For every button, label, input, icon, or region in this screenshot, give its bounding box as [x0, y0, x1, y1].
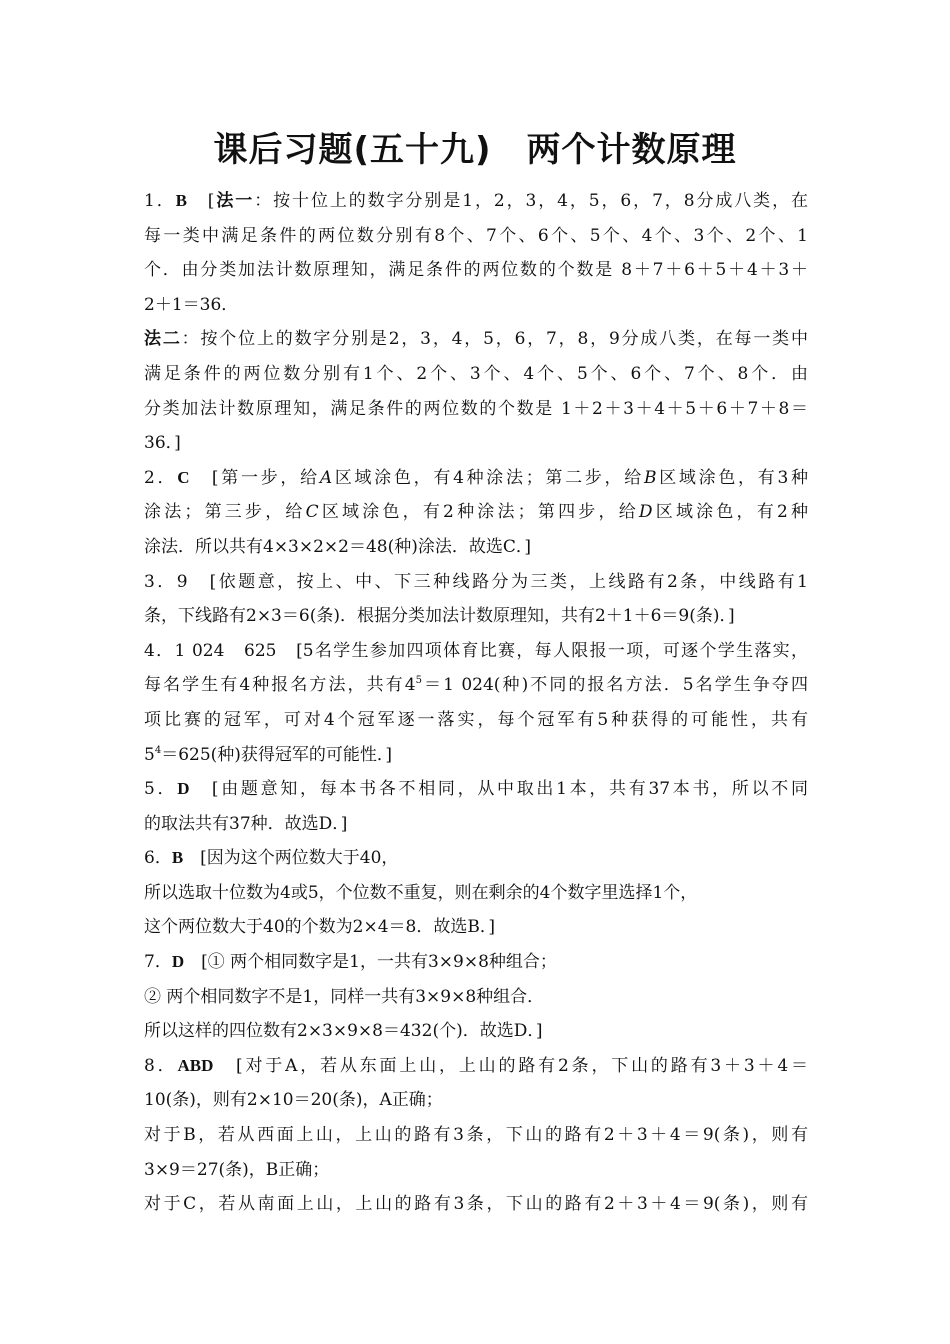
q1-text: ：按个位上的数字分别是2，3，4，5，6，7，8，9分成八类，在每一类中	[181, 329, 808, 350]
q3-text: [依题意，按上、中、下三种线路分为三类，上线路有2条，中线路有1	[187, 571, 808, 592]
answer-content	[144, 184, 808, 1222]
q4-text: ＝1 024(种)不同的报名方法．5名学生争夺四	[421, 675, 808, 696]
exponent: 5	[415, 675, 422, 687]
q6-number: 6．	[144, 848, 172, 869]
q8-number: 8．	[144, 1055, 178, 1076]
q5-number: 5．	[144, 779, 178, 800]
q5-line-1	[144, 772, 808, 807]
q3-line-1	[144, 565, 808, 600]
region-b: B	[643, 467, 657, 488]
region-a: A	[319, 467, 333, 488]
q5-line-2: 的取法共有37种．故选D．]	[144, 813, 348, 834]
q8-line-5: 对于C，若从南面上山，上山的路有3条，下山的路有2＋3＋4＝9(条)，则有	[144, 1194, 808, 1215]
q8-answer: ABD	[177, 1055, 214, 1075]
q2-line-3: 涂法．所以共有4×3×2×2＝48(种)涂法．故选C．]	[144, 536, 532, 557]
q4-text: ＝625(种)获得冠军的可能性．]	[161, 744, 393, 765]
q4-text: [5名学生参加四项体育比赛，每人限报一项，可逐个学生落实，	[276, 640, 808, 661]
q7-line-1	[144, 945, 808, 980]
q1-method-two: 法二	[144, 329, 182, 349]
exponent: 4	[154, 744, 162, 756]
q4-line-1	[144, 634, 808, 669]
q1-line-8: 36．]	[144, 433, 181, 454]
q3-line-2: 条，下线路有2×3＝6(条)．根据分类加法计数原理知，共有2＋1＋6＝9(条)．]	[144, 606, 735, 627]
q3-number: 3．	[144, 571, 177, 592]
q4-answer: 1 024 625	[174, 640, 277, 661]
q6-line-2: 所以选取十位数为4或5，个位数不重复，则在剩余的4个数字里选择1个，	[144, 882, 698, 903]
q7-line-3: 所以这样的四位数有2×3×9×8＝432(个)．故选D．]	[144, 1021, 543, 1042]
q1-text: ：按十位上的数字分别是1，2，3，4，5，6，7，8分成八类，在	[254, 191, 808, 211]
q4-number: 4．	[144, 640, 175, 661]
q1-line-7: 分类加法计数原理知，满足条件的两位数的个数是 1＋2＋3＋4＋5＋6＋7＋8＝	[144, 398, 808, 419]
q7-text: [① 两个相同数字是1，一共有3×9×8种组合；	[184, 952, 557, 973]
q2-text: 涂法；第三步，给	[144, 502, 306, 523]
q2-text: 区域涂色，有2种	[652, 502, 808, 523]
q4-line-2	[144, 668, 808, 703]
q8-line-3: 对于B，若从西面上山，上山的路有3条，下山的路有2＋3＋4＝9(条)，则有	[144, 1125, 808, 1146]
q1-line-4: 2＋1＝36．	[144, 294, 239, 315]
q2-text: 区域涂色，有3种	[656, 467, 808, 488]
q1-line-2: 每一类中满足条件的两位数分别有8个、7个、6个、5个、4个、3个、2个、1	[144, 225, 808, 246]
page-title: 课后习题(五十九) 两个计数原理	[213, 130, 737, 170]
q4-line-4	[144, 738, 808, 773]
q6-text: [因为这个两位数大于40，	[183, 848, 399, 869]
q2-answer: C	[177, 467, 190, 487]
region-d: D	[638, 502, 653, 523]
q2-text: 区域涂色，有2种涂法；第四步，给	[318, 502, 639, 523]
q1-text: [	[186, 191, 215, 211]
q7-number: 7．	[144, 952, 172, 973]
q8-line-2: 10(条)，则有2×10＝20(条)，A正确；	[144, 1090, 443, 1111]
q8-line-4: 3×9＝27(条)，B正确；	[144, 1159, 330, 1180]
q5-answer: D	[177, 779, 190, 799]
q6-line-3: 这个两位数大于40的个数为2×4＝8．故选B．]	[144, 917, 495, 938]
q7-line-2: ② 两个相同数字不是1，同样一共有3×9×8种组合．	[144, 986, 545, 1007]
q1-number: 1．	[144, 191, 176, 211]
q8-text: [对于A，若从东面上山，上山的路有2条，下山的路有3＋3＋4＝	[213, 1055, 808, 1076]
q1-answer: B	[175, 191, 187, 210]
q3-answer: 9	[176, 571, 188, 592]
q4-line-3: 项比赛的冠军，可对4个冠军逐一落实，每个冠军有5种获得的可能性，共有	[144, 709, 808, 730]
q2-number: 2．	[144, 467, 178, 488]
q2-text: [第一步，给	[189, 467, 320, 488]
q2-line-1	[144, 461, 808, 496]
q4-text: 每名学生有4种报名方法，共有4	[144, 675, 416, 696]
q1-line-6: 满足条件的两位数分别有1个、2个、3个、4个、5个、6个、7个、8个．由	[144, 363, 808, 384]
q2-line-2	[144, 495, 808, 530]
q8-line-1	[144, 1049, 808, 1084]
q1-line-5	[144, 322, 808, 357]
q5-text: [由题意知，每本书各不相同，从中取出1本，共有37本书，所以不同	[189, 779, 808, 800]
q4-text: 5	[144, 744, 155, 765]
q6-line-1	[144, 841, 808, 876]
q1-line-1	[144, 184, 808, 219]
region-c: C	[305, 502, 319, 523]
q1-method-one: 法一	[214, 191, 255, 210]
q1-line-3: 个．由分类加法计数原理知，满足条件的两位数的个数是 8＋7＋6＋5＋4＋3＋	[144, 260, 808, 281]
q2-text: 区域涂色，有4种涂法；第二步，给	[332, 467, 644, 488]
q6-answer: B	[171, 848, 184, 868]
q7-answer: D	[171, 952, 185, 972]
